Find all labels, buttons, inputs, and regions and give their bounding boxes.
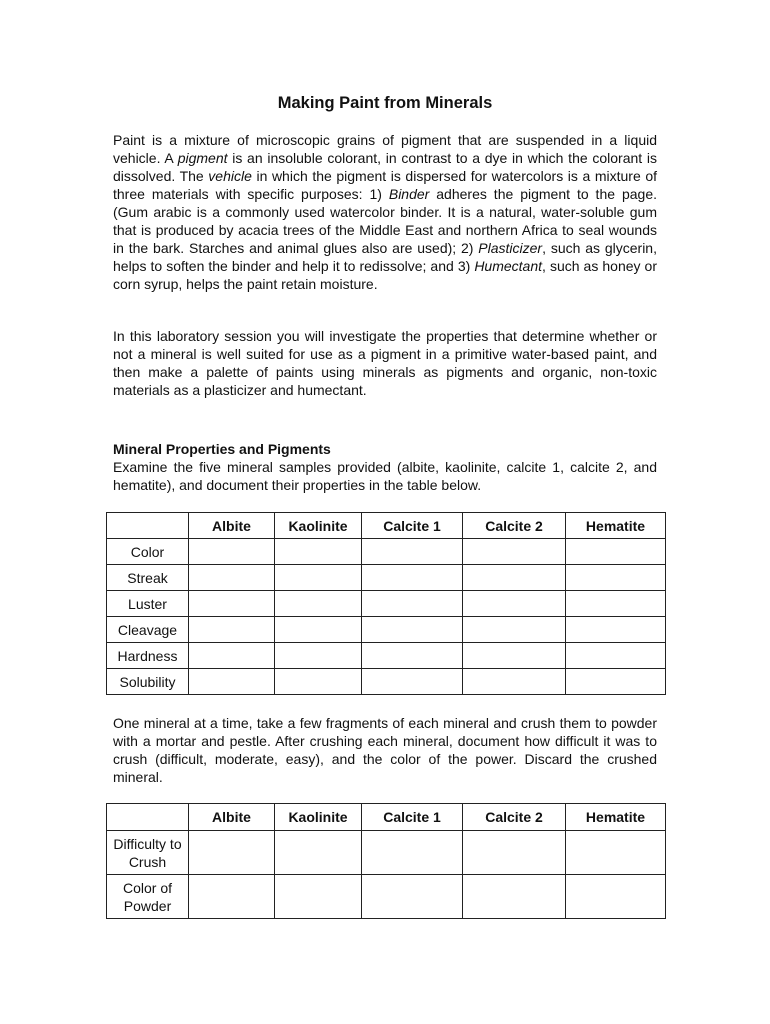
- table-header-row: [107, 804, 666, 831]
- entry-cell-luster-albite[interactable]: [189, 591, 275, 617]
- page-title: Making Paint from Minerals: [277, 94, 493, 112]
- table-row: [107, 831, 666, 875]
- entry-cell-difficulty-to-crush-albite[interactable]: [189, 831, 275, 875]
- table-header-row: [107, 513, 666, 539]
- entry-cell-luster-hematite[interactable]: [566, 591, 666, 617]
- table-row: [107, 875, 666, 919]
- row-label-solubility: Solubility: [107, 669, 189, 695]
- row-label-luster: Luster: [107, 591, 189, 617]
- entry-cell-color-kaolinite[interactable]: [275, 539, 362, 565]
- table-row: [107, 539, 666, 565]
- row-label-hardness: Hardness: [107, 643, 189, 669]
- table-row: [107, 669, 666, 695]
- column-header-hematite: Hematite: [566, 804, 666, 831]
- column-header-hematite: Hematite: [566, 513, 666, 539]
- crush-instructions: One mineral at a time, take a few fragments of each mineral and crush them to powder with a mortar and pestle. After crushing each mineral, document how difficult it was to crush (difficult, moderate, easy), and the color of the power. Discard the crushed mineral.: [113, 715, 657, 785]
- entry-cell-color-of-powder-calcite-2[interactable]: [463, 875, 566, 919]
- entry-cell-cleavage-kaolinite[interactable]: [275, 617, 362, 643]
- table-corner-cell: [107, 513, 189, 539]
- entry-cell-streak-calcite-2[interactable]: [463, 565, 566, 591]
- entry-cell-color-of-powder-hematite[interactable]: [566, 875, 666, 919]
- entry-cell-difficulty-to-crush-calcite-1[interactable]: [362, 831, 463, 875]
- term-vehicle: vehicle: [208, 168, 252, 184]
- entry-cell-streak-hematite[interactable]: [566, 565, 666, 591]
- entry-cell-color-albite[interactable]: [189, 539, 275, 565]
- entry-cell-cleavage-albite[interactable]: [189, 617, 275, 643]
- entry-cell-hardness-calcite-2[interactable]: [463, 643, 566, 669]
- entry-cell-luster-calcite-2[interactable]: [463, 591, 566, 617]
- lab-intro-paragraph: In this laboratory session you will investigate the properties that determine whether or not a mineral is well suited for use as a pigment in a primitive water-based paint, and then make a palette of paints using minerals as pigments and organic, non-toxic materials as a plasticizer and humectant.: [113, 328, 657, 398]
- crushing-table: [106, 803, 666, 919]
- entry-cell-difficulty-to-crush-calcite-2[interactable]: [463, 831, 566, 875]
- column-header-albite: Albite: [189, 804, 275, 831]
- term-binder: Binder: [388, 186, 430, 202]
- entry-cell-streak-calcite-1[interactable]: [362, 565, 463, 591]
- entry-cell-hardness-albite[interactable]: [189, 643, 275, 669]
- term-humectant: Humectant: [474, 258, 543, 274]
- table-corner-cell: [107, 804, 189, 831]
- entry-cell-solubility-hematite[interactable]: [566, 669, 666, 695]
- term-plasticizer: Plasticizer: [478, 240, 543, 256]
- table-row: [107, 591, 666, 617]
- column-header-kaolinite: Kaolinite: [275, 804, 362, 831]
- table-row: [107, 565, 666, 591]
- section-instructions: Examine the five mineral samples provided (albite, kaolinite, calcite 1, calcite 2, and hematite), and document their properties in the table below.: [113, 459, 657, 493]
- entry-cell-difficulty-to-crush-kaolinite[interactable]: [275, 831, 362, 875]
- entry-cell-color-hematite[interactable]: [566, 539, 666, 565]
- entry-cell-color-of-powder-kaolinite[interactable]: [275, 875, 362, 919]
- entry-cell-cleavage-calcite-2[interactable]: [463, 617, 566, 643]
- entry-cell-solubility-kaolinite[interactable]: [275, 669, 362, 695]
- entry-cell-color-of-powder-calcite-1[interactable]: [362, 875, 463, 919]
- entry-cell-hardness-calcite-1[interactable]: [362, 643, 463, 669]
- mineral-properties-table: [106, 512, 666, 695]
- column-header-kaolinite: Kaolinite: [275, 513, 362, 539]
- row-label-cleavage: Cleavage: [107, 617, 189, 643]
- entry-cell-streak-kaolinite[interactable]: [275, 565, 362, 591]
- entry-cell-solubility-albite[interactable]: [189, 669, 275, 695]
- entry-cell-solubility-calcite-1[interactable]: [362, 669, 463, 695]
- entry-cell-color-calcite-2[interactable]: [463, 539, 566, 565]
- section-heading: Mineral Properties and Pigments: [113, 441, 331, 457]
- column-header-albite: Albite: [189, 513, 275, 539]
- row-label-streak: Streak: [107, 565, 189, 591]
- entry-cell-luster-kaolinite[interactable]: [275, 591, 362, 617]
- entry-cell-cleavage-hematite[interactable]: [566, 617, 666, 643]
- entry-cell-color-calcite-1[interactable]: [362, 539, 463, 565]
- entry-cell-hardness-kaolinite[interactable]: [275, 643, 362, 669]
- column-header-calcite-2: Calcite 2: [463, 513, 566, 539]
- entry-cell-streak-albite[interactable]: [189, 565, 275, 591]
- term-pigment: pigment: [177, 150, 228, 166]
- table-row: [107, 643, 666, 669]
- row-label-color: Color: [107, 539, 189, 565]
- row-label-color-of-powder: Color of Powder: [107, 875, 189, 919]
- row-label-difficulty-to-crush: Difficulty to Crush: [107, 831, 189, 875]
- entry-cell-cleavage-calcite-1[interactable]: [362, 617, 463, 643]
- entry-cell-difficulty-to-crush-hematite[interactable]: [566, 831, 666, 875]
- entry-cell-hardness-hematite[interactable]: [566, 643, 666, 669]
- entry-cell-luster-calcite-1[interactable]: [362, 591, 463, 617]
- column-header-calcite-2: Calcite 2: [463, 804, 566, 831]
- entry-cell-color-of-powder-albite[interactable]: [189, 875, 275, 919]
- entry-cell-solubility-calcite-2[interactable]: [463, 669, 566, 695]
- column-header-calcite-1: Calcite 1: [362, 513, 463, 539]
- intro-paragraph: Paint is a mixture of microscopic grains of pigment that are suspended in a liquid vehicle. A pigment is an insoluble colorant, in contrast to a dye in which the colorant is dissolved. The vehicle in which the pigment is dispersed for watercolors is a mixture of three materials with specific purposes: 1) Binder adheres the pigment to the page. (Gum arabic is a commonly used watercolor binder. It is a natural, water-soluble gum that is produced by acacia trees of the Middle East and northern Africa to seal wounds in the bark. Starches and animal glues also are used); 2) Plasticizer, such as glycerin, helps to soften the binder and help it to redissolve; and 3) Humectant, such as honey or corn syrup, helps the paint retain moisture.: [113, 132, 658, 292]
- table-row: [107, 617, 666, 643]
- column-header-calcite-1: Calcite 1: [362, 804, 463, 831]
